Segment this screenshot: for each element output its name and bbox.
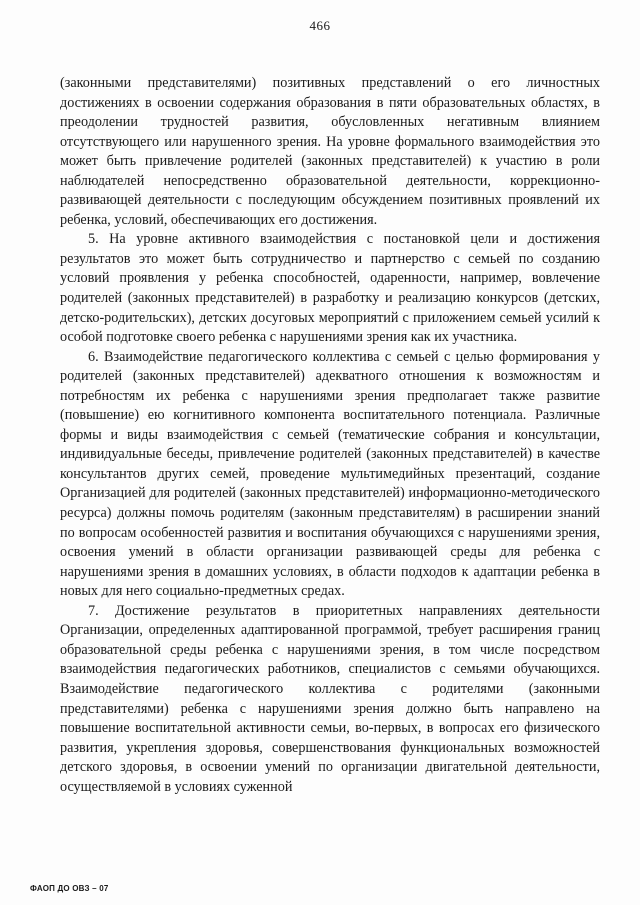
paragraph-item-6: 6. Взаимодействие педагогического коллектива с семьей с целью формирования у родителей (законных представителей) адекватного отношения к возможностям и потребностям их ребенка с нарушениями зрения предполагает также развитие (повышение) ею когнитивного компонента воспитательного потенциала. Различные формы и виды взаимодействия с семьей (тематические собрания и консультации, индивидуальные беседы, привлечение родителей (законных представителей) в качестве консультантов других семей, проведение мультимедийных презентаций, создание Организацией для родителей (законных представителей) информационно-методического ресурса) должны помочь родителям (законным представителям) в расширении знаний по вопросам особенностей развития и воспитания обучающихся с нарушениями зрения, освоения умений в области организации развивающей среды для ребенка с нарушениями зрения в домашних условиях, в области подходов к адаптации ребенка в новых для него социально-предметных средах. (60, 348, 600, 600)
paragraph-continued: (законными представителями) позитивных представлений о его личностных достижениях в освоении содержания образования в пяти образовательных областях, в преодолении трудностей развития, обусловленных негативным влиянием отсутствующего или нарушенного зрения. На уровне формального взаимодействия это может быть привлечение родителей (законных представителей) к участию в роли наблюдателей непосредственно образовательной деятельности, коррекционно-развивающей деятельности с последующим обсуждением позитивных проявлений их ребенка, условий, обеспечивающих его достижения. (60, 75, 600, 228)
paragraph-item-5: 5. На уровне активного взаимодействия с постановкой цели и достижения результатов это может быть сотрудничество и партнерство с семьей по созданию условий проявления у ребенка способностей, одаренности, например, вовлечение родителей (законных представителей) в разработку и реализацию конкурсов (детских, детско-родительских), детских досуговых мероприятий с приложением семьей усилий к особой подготовке своего ребенка с нарушениями зрения как их участника. (60, 231, 600, 346)
paragraph-item-7: 7. Достижение результатов в приоритетных направлениях деятельности Организации, определенных адаптированной программой, требует расширения границ образовательной среды ребенка с нарушениями зрения, в том числе посредством взаимодействия педагогических работников, специалистов с семьями обучающихся. Взаимодействие педагогического коллектива с родителями (законными представителями) ребенка с нарушениями зрения должно быть направлено на повышение воспитательной активности семьи, во-первых, в вопросах его физического развития, укрепления здоровья, совершенствования функциональных возможностей детского здоровья, в освоении умений по организации двигательной деятельности, осуществляемой в условиях суженной (60, 602, 600, 795)
document-footer: ФАОП ДО ОВЗ – 07 (30, 884, 109, 893)
body-text (60, 74, 600, 797)
page-number: 466 (309, 18, 331, 33)
